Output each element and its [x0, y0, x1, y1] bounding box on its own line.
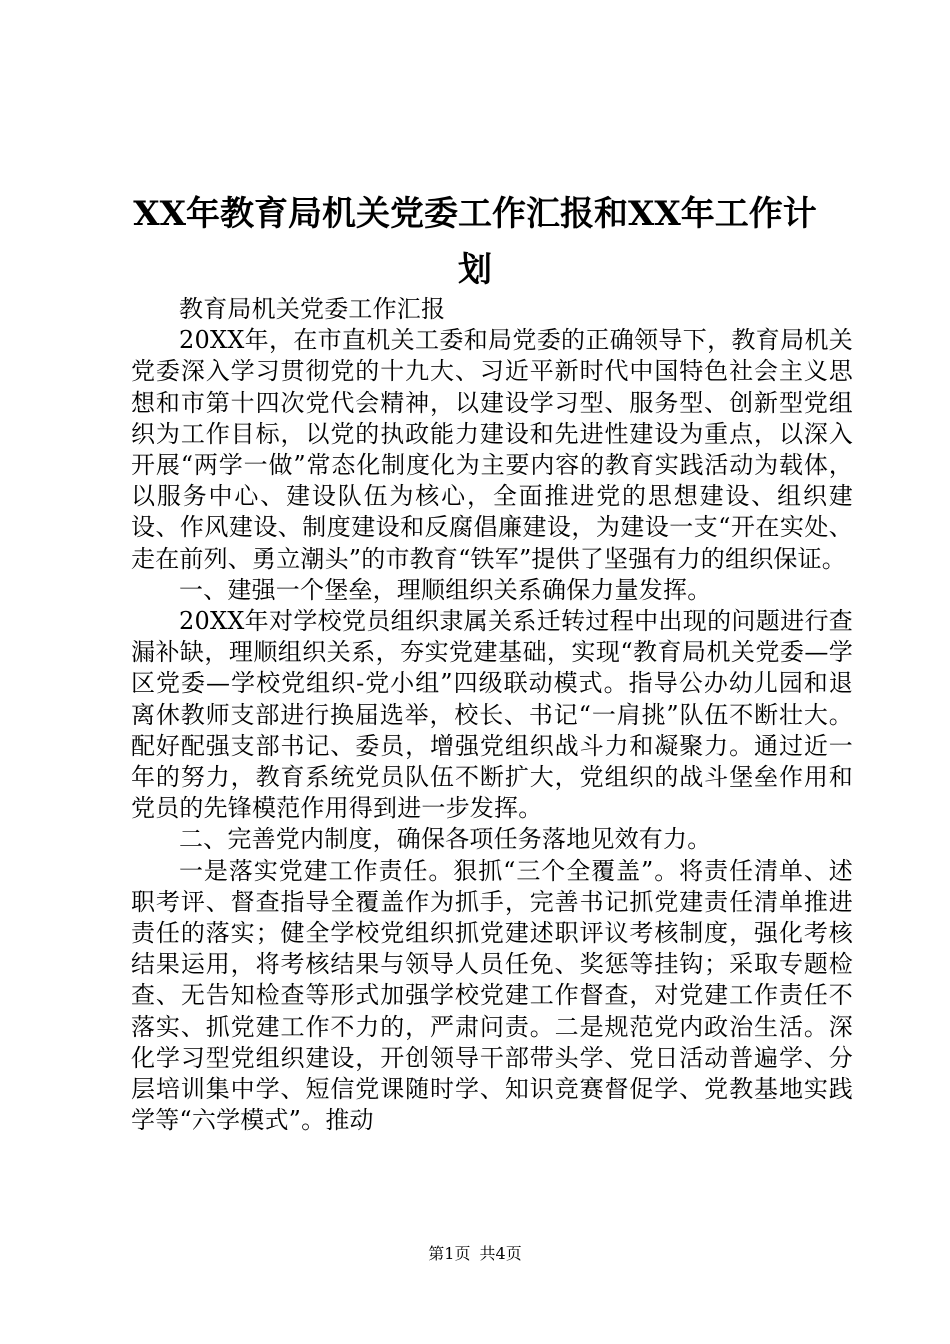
paragraph: 20XX年，在市直机关工委和局党委的正确领导下，教育局机关党委深入学习贯彻党的十九大、习近平新时代中国特色社会主义思想和市第十四次党代会精神，以建设学习型、服务型、创新型党组织为工作目标，以党的执政能力建设和先进性建设为重点，以深入开展“两学一做”常态化制度化为主要内容的教育实践活动为载体，以服务中心、建设队伍为核心，全面推进党的思想建设、组织建设、作风建设、制度建设和反腐倡廉建设，为建设一支“开在实处、走在前列、勇立潮头”的市教育“铁军”提供了坚强有力的组织保证。 [131, 326, 853, 573]
section-heading: 二、完善党内制度，确保各项任务落地见效有力。 [179, 825, 712, 854]
page-number: 第1页 [428, 1244, 471, 1263]
section-heading: 教育局机关党委工作汇报 [179, 295, 446, 323]
document-body [131, 294, 853, 1136]
paragraph: 20XX年对学校党员组织隶属关系迁转过程中出现的问题进行查漏补缺，理顺组织关系，夯实党建基础，实现“教育局机关党委—学区党委—学校党组织-党小组”四级联动模式。指导公办幼儿园和退离休教师支部进行换届选举，校长、书记“一肩挑”队伍不断壮大。配好配强支部书记、委员，增强党组织战斗力和凝聚力。通过近一年的努力，教育系统党员队伍不断扩大，党组织的战斗堡垒作用和党员的先锋模范作用得到进一步发挥。 [131, 607, 853, 823]
section-heading: 一、建强一个堡垒，理顺组织关系确保力量发挥。 [179, 575, 712, 604]
document-title: XX年教育局机关党委工作汇报和XX年工作计划 [133, 194, 817, 290]
paragraph: 一是落实党建工作责任。狠抓“三个全覆盖”。将责任清单、述职考评、督查指导全覆盖作为抓手，完善书记抓党建责任清单推进责任的落实；健全学校党组织抓党建述职评议考核制度，强化考核结果运用，将考核结果与领导人员任免、奖惩等挂钩；采取专题检查、无告知检查等形式加强学校党建工作督查，对党建工作责任不落实、抓党建工作不力的，严肃问责。二是规范党内政治生活。深化学习型党组织建设，开创领导干部带头学、党日活动普遍学、分层培训集中学、短信党课随时学、知识竞赛督促学、党教基地实践学等“六学模式”。推动 [131, 856, 853, 1135]
page-total: 共4页 [479, 1244, 522, 1263]
page-footer [0, 1243, 950, 1265]
